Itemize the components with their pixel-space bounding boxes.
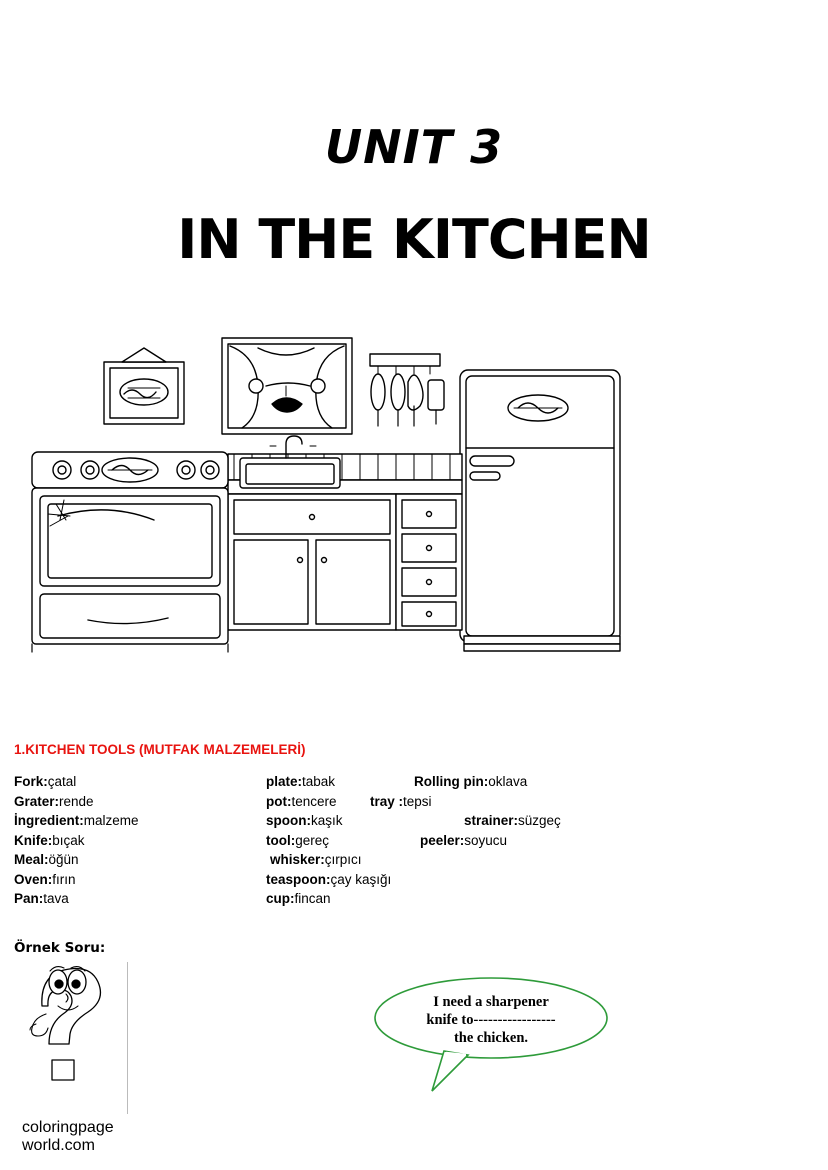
vocab-definition: çay kaşığı (330, 871, 392, 887)
vocab-definition: çatal (47, 774, 77, 789)
vocab-term: tool: (266, 832, 296, 848)
vocab-row (14, 831, 804, 851)
unit-title: UNIT 3 (324, 120, 504, 174)
speech-line-2: knife to----------------- (426, 1012, 556, 1028)
vocab-definition: oklava (488, 774, 528, 789)
vocab-row (14, 889, 804, 909)
vocab-term: İngredient: (14, 813, 84, 828)
vocab-row (14, 792, 804, 812)
kitchen-scene-illustration (18, 330, 658, 660)
vocab-definition: fırın (52, 871, 76, 887)
vocab-definition: öğün (48, 852, 79, 867)
question-mark-character-figure: coloringpage world.com (22, 962, 128, 1114)
speech-bubble (372, 975, 610, 1047)
vocab-term: plate: (266, 774, 303, 789)
speech-line-1: I need a sharpener (433, 994, 549, 1010)
speech-line-3: the chicken. (453, 1030, 529, 1046)
vocab-definition: soyucu (464, 832, 508, 848)
example-question-label: Örnek Soru: (14, 940, 106, 956)
speech-bubble-text (386, 993, 596, 1047)
vocab-term: whisker: (270, 852, 325, 867)
vocab-term: Grater: (14, 793, 60, 809)
window-icon (222, 338, 352, 434)
vocab-definition: süzgeç (518, 813, 561, 828)
vocab-definition: gereç (295, 832, 330, 848)
vocab-definition: tabak (302, 774, 336, 789)
utensil-rack-icon (370, 354, 444, 426)
vocab-term: cup: (266, 891, 295, 906)
vocab-definition: tencere (291, 793, 337, 809)
vocab-row (14, 870, 804, 890)
vocab-term: tray : (370, 793, 404, 809)
refrigerator-icon (460, 370, 620, 651)
vocab-term: pot: (266, 793, 292, 809)
vocab-term: Pan: (14, 891, 44, 906)
vocab-row (14, 772, 804, 792)
vocab-definition: tepsi (403, 793, 432, 809)
page-title: IN THE KITCHEN (177, 208, 651, 271)
vocabulary-list (14, 772, 804, 909)
vocab-definition: tava (43, 891, 69, 906)
counter-cabinets-icon (228, 436, 462, 630)
vocab-term: Meal: (14, 852, 49, 867)
vocab-term: Fork: (14, 774, 48, 789)
vocab-definition: malzeme (83, 813, 139, 828)
section-heading: 1.KITCHEN TOOLS (MUTFAK MALZEMELERİ) (14, 742, 306, 757)
vocab-term: Oven: (14, 871, 53, 887)
vocab-term: spoon: (266, 813, 311, 828)
oven-stove-icon (32, 452, 228, 652)
wall-picture-icon (104, 348, 184, 424)
vocab-definition: kaşık (311, 813, 343, 828)
vocab-term: strainer: (464, 813, 519, 828)
vocab-definition: rende (59, 793, 94, 809)
vocab-definition: çırpıcı (324, 852, 362, 867)
vocab-row (14, 811, 804, 831)
vocab-term: Rolling pin: (414, 774, 489, 789)
vocab-term: teaspoon: (266, 871, 331, 887)
vocab-definition: fincan (294, 891, 331, 906)
vocab-definition: bıçak (52, 832, 85, 848)
vocab-term: peeler: (420, 832, 465, 848)
vocab-term: Knife: (14, 832, 53, 848)
vocab-row (14, 850, 804, 870)
